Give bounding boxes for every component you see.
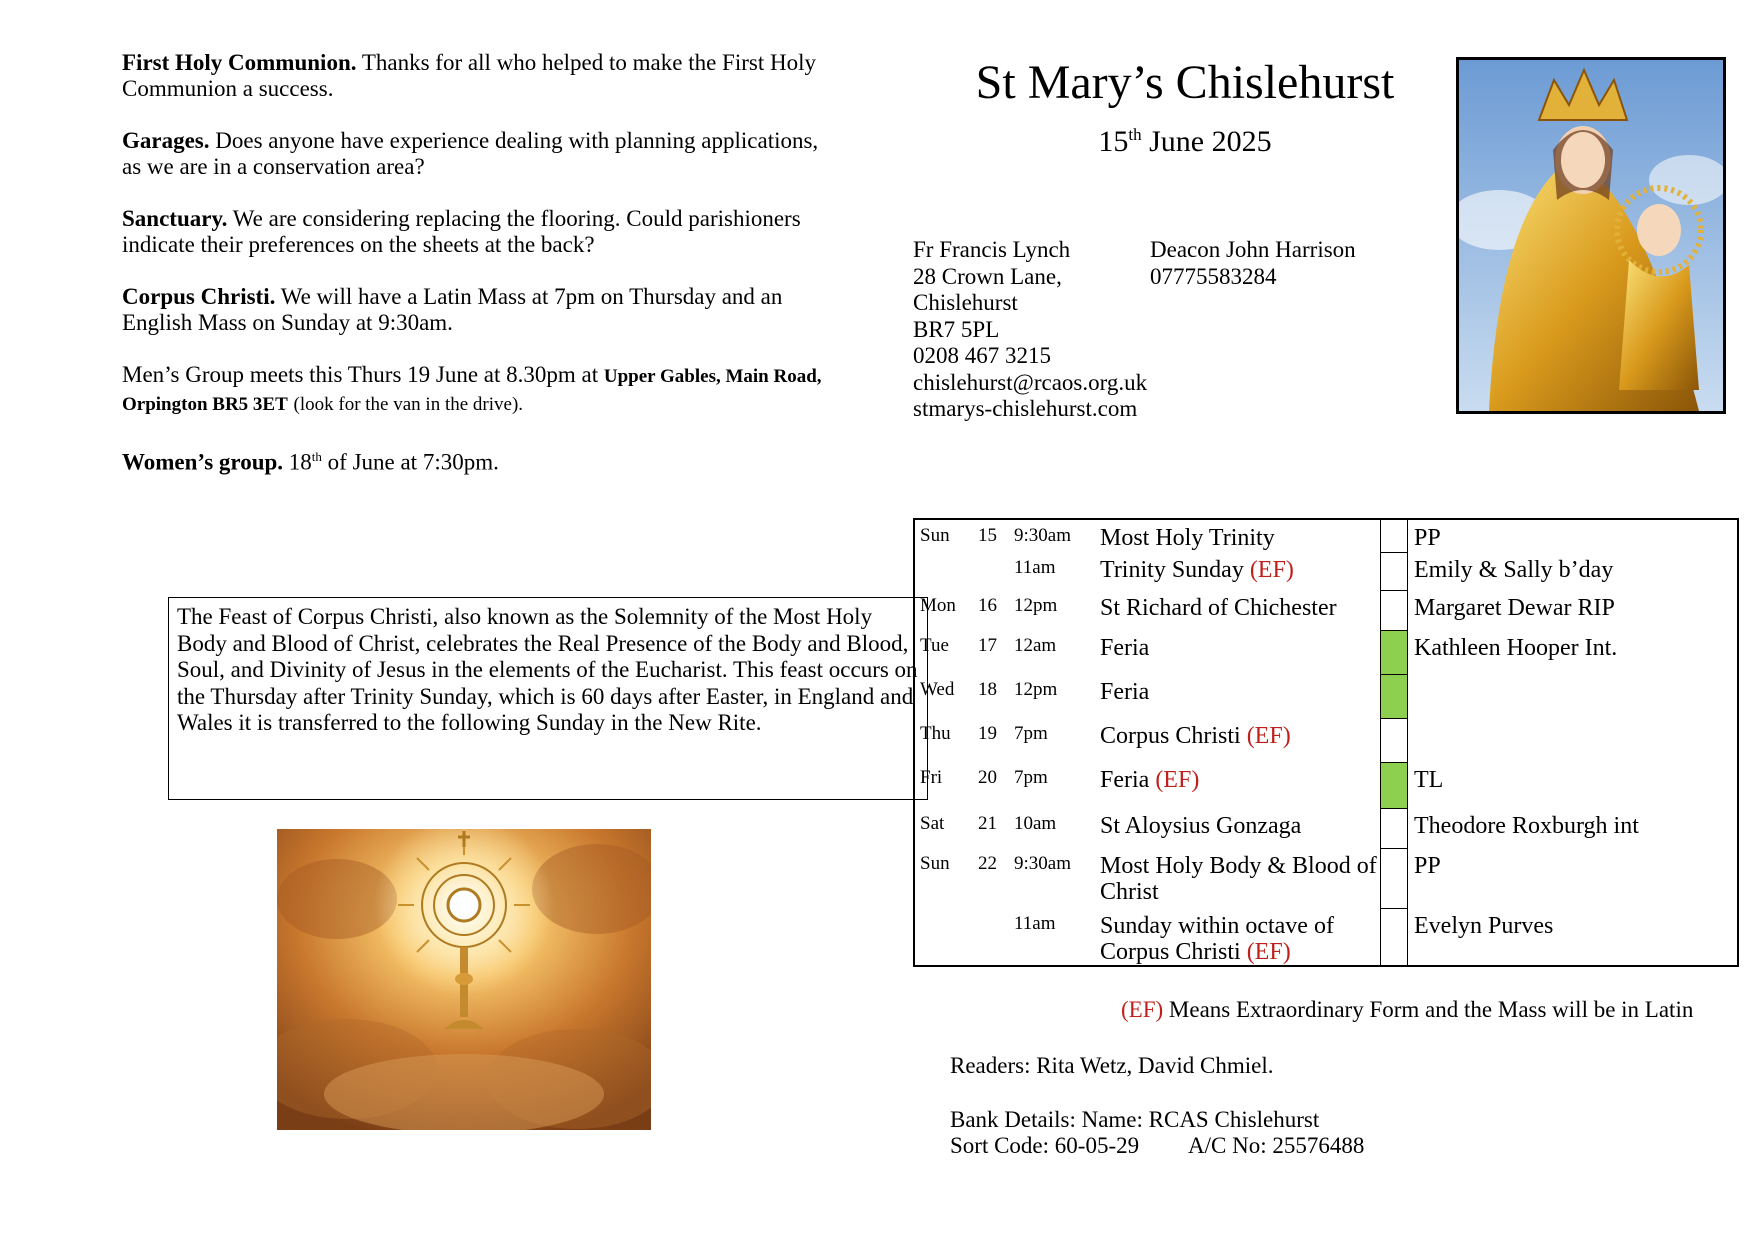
schedule-date: 20 (978, 767, 997, 788)
schedule-date: 21 (978, 813, 997, 834)
notice-title: Garages. (122, 128, 210, 153)
notice-communion (122, 50, 832, 102)
schedule-day: Sun (920, 525, 950, 546)
notice-title: Sanctuary. (122, 206, 228, 231)
notice-text: We are considering replacing the flooring. Could parishioners indicate their preferences on the sheets at the back? (122, 206, 801, 257)
schedule-intention: PP (1414, 853, 1441, 879)
date-rest: June 2025 (1149, 125, 1272, 158)
schedule-feast (1100, 519, 1381, 552)
schedule-day (914, 908, 978, 966)
notice-mens-group (122, 362, 832, 418)
feast-info-text: The Feast of Corpus Christi, also known as the Solemnity of the Most Holy Body and Blood of Christ, celebrates the Real Presence of the Body and Blood, Soul, and Divinity of Jesus in the elements of the Eucharist. This feast occurs on the Thursday after Trinity Sunday, which is 60 days after Easter, in England and Wales it is transferred to the following Sunday in the New Rite. (177, 604, 918, 735)
schedule-day: Mon (920, 595, 956, 616)
schedule-intention: Margaret Dewar RIP (1414, 595, 1615, 621)
schedule-color-cell (1381, 808, 1408, 848)
monstrance-image (277, 829, 651, 1130)
account-number: A/C No: 25576488 (1188, 1133, 1365, 1158)
schedule-time: 11am (1014, 913, 1056, 934)
schedule-color-cell (1381, 590, 1408, 630)
schedule-color-cell (1381, 552, 1408, 590)
notice-sanctuary (122, 206, 832, 258)
ef-marker: (EF) (1249, 557, 1294, 583)
notice-title: First Holy Communion. (122, 50, 357, 75)
feast-name: Most Holy Trinity (1100, 525, 1275, 551)
feast-name: Sunday within octave of Corpus Christi (1100, 913, 1334, 965)
notice-text: Men’s Group meets this Thurs 19 June at 8.30pm at (122, 362, 599, 387)
feast-name: Feria (1100, 679, 1150, 705)
schedule-row (914, 630, 1738, 674)
schedule-intention: TL (1414, 767, 1444, 793)
schedule-time: 7pm (1014, 723, 1048, 744)
schedule-intention: Theodore Roxburgh int (1414, 813, 1639, 839)
page-title: St Mary’s Chislehurst (975, 56, 1395, 109)
notice-title: Women’s group. (122, 449, 284, 475)
schedule-time: 12pm (1014, 679, 1058, 700)
notice-note: (look for the van in the drive). (293, 394, 524, 415)
schedule-date: 18 (978, 679, 997, 700)
priest-contact (913, 237, 1147, 423)
schedule-intention (1408, 718, 1739, 762)
schedule-day: Sat (920, 813, 945, 834)
monstrance-illustration (277, 829, 651, 1130)
schedule-color-cell (1381, 519, 1408, 552)
schedule-time: 9:30am (1014, 525, 1071, 546)
schedule-date (978, 552, 1014, 590)
schedule-feast (1100, 848, 1381, 908)
schedule-row (914, 590, 1738, 630)
mass-schedule-body (914, 519, 1738, 966)
schedule-day: Sun (920, 853, 950, 874)
ef-label: (EF) (1121, 997, 1164, 1022)
schedule-feast (1100, 630, 1381, 674)
phone-number: 0208 467 3215 (913, 343, 1051, 368)
schedule-row (914, 908, 1738, 966)
schedule-time: 10am (1014, 813, 1057, 834)
deacon-contact (1150, 237, 1356, 290)
notice-garages (122, 128, 832, 180)
deacon-phone: 07775583284 (1150, 263, 1277, 289)
schedule-feast (1100, 718, 1381, 762)
schedule-feast (1100, 762, 1381, 808)
schedule-feast (1100, 674, 1381, 718)
schedule-intention: Evelyn Purves (1414, 913, 1554, 939)
notices (122, 50, 832, 502)
schedule-date: 19 (978, 723, 997, 744)
ef-marker: (EF) (1155, 767, 1200, 793)
bank-details: Bank Details: Name: RCAS Chislehurst (950, 1107, 1320, 1132)
schedule-day: Thu (920, 723, 951, 744)
ef-legend (1121, 997, 1693, 1024)
notice-corpus-christi (122, 284, 832, 336)
schedule-intention (1408, 674, 1739, 718)
date-sup: th (1128, 125, 1142, 144)
mass-schedule-table (913, 518, 1739, 967)
schedule-feast (1100, 908, 1381, 966)
feast-name: Feria (1100, 635, 1150, 661)
schedule-time: 12am (1014, 635, 1057, 656)
ef-marker: (EF) (1246, 723, 1291, 749)
schedule-time: 9:30am (1014, 853, 1071, 874)
schedule-date: 17 (978, 635, 997, 656)
schedule-day: Wed (920, 679, 955, 700)
schedule-row (914, 762, 1738, 808)
email-address: chislehurst@rcaos.org.uk (913, 369, 1148, 395)
schedule-feast (1100, 590, 1381, 630)
date-day: 15 (1098, 125, 1129, 158)
notice-day: 18 (288, 449, 312, 475)
notice-text: We will have a Latin Mass at 7pm on Thursday and an English Mass on Sunday at 9:30am. (122, 284, 783, 335)
sort-code: Sort Code: 60-05-29 (950, 1133, 1140, 1158)
feast-name: Trinity Sunday (1100, 557, 1244, 583)
priest-name: Fr Francis Lynch (913, 237, 1071, 262)
madonna-image (1456, 57, 1726, 414)
notice-place: Upper Gables, Main Road, Orpington BR5 3ET (122, 366, 822, 415)
madonna-illustration (1459, 60, 1723, 411)
schedule-intention: Kathleen Hooper Int. (1414, 635, 1618, 661)
schedule-date (978, 908, 1014, 966)
schedule-day: Tue (920, 635, 949, 656)
schedule-day (914, 552, 978, 590)
feast-name: Corpus Christi (1100, 723, 1241, 749)
schedule-intention: Emily & Sally b’day (1414, 557, 1614, 583)
schedule-date: 22 (978, 853, 997, 874)
schedule-row (914, 674, 1738, 718)
schedule-day: Fri (920, 767, 943, 788)
schedule-color-cell (1381, 908, 1408, 966)
address-line: 28 Crown Lane, (913, 263, 1062, 289)
notice-text: of June at 7:30pm. (327, 449, 499, 475)
schedule-time: 7pm (1014, 767, 1048, 788)
schedule-feast (1100, 808, 1381, 848)
schedule-time: 11am (1014, 557, 1056, 578)
feast-info-box (168, 597, 928, 800)
address-line: Chislehurst (913, 290, 1018, 315)
schedule-feast (1100, 552, 1381, 590)
ef-marker: (EF) (1246, 939, 1291, 965)
schedule-color-cell (1381, 630, 1408, 674)
feast-name: Feria (1100, 767, 1150, 793)
website: stmarys-chislehurst.com (913, 396, 1138, 421)
notice-sup: th (311, 449, 322, 464)
deacon-name: Deacon John Harrison (1150, 237, 1356, 262)
schedule-time: 12pm (1014, 595, 1058, 616)
schedule-date: 15 (978, 525, 997, 546)
schedule-color-cell (1381, 718, 1408, 762)
notice-text: Thanks for all who helped to make the First Holy Communion a success. (122, 50, 816, 101)
schedule-row (914, 718, 1738, 762)
notice-text: Does anyone have experience dealing with planning applications, as we are in a conservation area? (122, 128, 819, 179)
bulletin-date (900, 125, 1470, 159)
feast-name: St Aloysius Gonzaga (1100, 813, 1302, 839)
schedule-color-cell (1381, 848, 1408, 908)
schedule-row (914, 848, 1738, 908)
readers: Readers: Rita Wetz, David Chmiel. (950, 1053, 1274, 1078)
schedule-color-cell (1381, 674, 1408, 718)
schedule-row (914, 519, 1738, 552)
notice-title: Corpus Christi. (122, 284, 276, 309)
postcode: BR7 5PL (913, 316, 1000, 342)
schedule-row (914, 552, 1738, 590)
schedule-color-cell (1381, 762, 1408, 808)
ef-explanation: Means Extraordinary Form and the Mass will be in Latin (1168, 997, 1694, 1022)
feast-name: St Richard of Chichester (1100, 595, 1337, 621)
schedule-date: 16 (978, 595, 997, 616)
notice-womens-group (122, 444, 832, 476)
schedule-row (914, 808, 1738, 848)
schedule-intention: PP (1414, 525, 1441, 551)
feast-name: Most Holy Body & Blood of Christ (1100, 853, 1377, 905)
